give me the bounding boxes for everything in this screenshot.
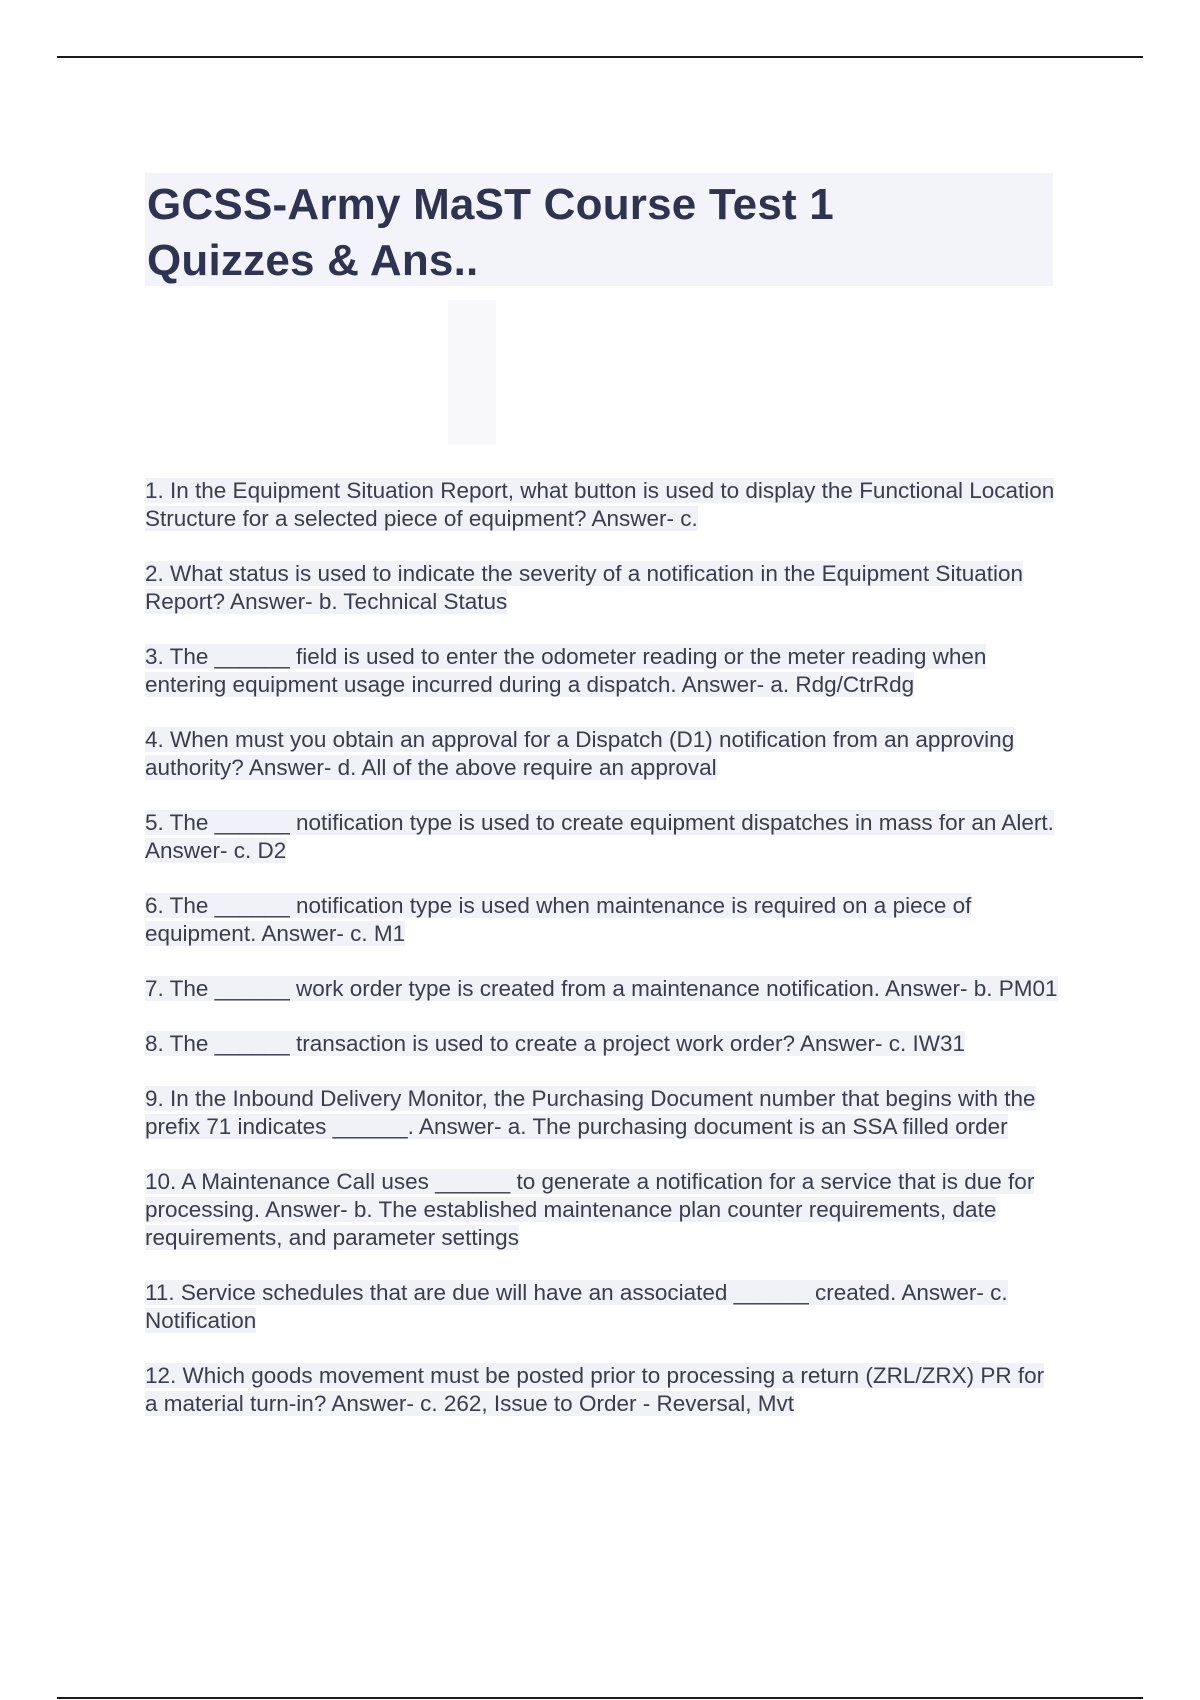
question-item: [145, 1362, 1060, 1418]
question-item: [145, 1030, 1060, 1058]
question-item: [145, 643, 1060, 699]
question-text: 9. In the Inbound Delivery Monitor, the Purchasing Document number that begins with the prefix 71 indicates ______. Answer- a. The purchasing document is an SSA filled order: [145, 1086, 1036, 1139]
image-placeholder: [448, 300, 496, 445]
question-item: [145, 477, 1060, 533]
question-item: [145, 560, 1060, 616]
header-rule: [57, 56, 1143, 58]
question-item: [145, 1279, 1060, 1335]
question-text: 1. In the Equipment Situation Report, what button is used to display the Functional Location Structure for a selected piece of equipment? Answer- c.: [145, 478, 1055, 531]
question-item: [145, 975, 1060, 1003]
title-banner: [145, 173, 1053, 286]
question-text: 2. What status is used to indicate the severity of a notification in the Equipment Situation Report? Answer- b. Technical Status: [145, 561, 1023, 614]
question-item: [145, 1168, 1060, 1252]
question-text: 3. The ______ field is used to enter the odometer reading or the meter reading when entering equipment usage incurred during a dispatch. Answer- a. Rdg/CtrRdg: [145, 644, 987, 697]
question-item: [145, 1085, 1060, 1141]
question-text: 7. The ______ work order type is created from a maintenance notification. Answer- b. PM01: [145, 976, 1058, 1001]
question-text: 5. The ______ notification type is used to create equipment dispatches in mass for an Alert. Answer- c. D2: [145, 810, 1054, 863]
page-title: [147, 177, 1053, 289]
question-text: 4. When must you obtain an approval for a Dispatch (D1) notification from an approving authority? Answer- d. All of the above require an approval: [145, 727, 1015, 780]
question-text: 6. The ______ notification type is used when maintenance is required on a piece of equipment. Answer- c. M1: [145, 893, 972, 946]
question-text: 10. A Maintenance Call uses ______ to generate a notification for a service that is due for processing. Answer- b. The established maintenance plan counter requirements, date requirements, and parameter settings: [145, 1169, 1035, 1250]
page-title-line-1: GCSS-Army MaST Course Test 1: [147, 180, 834, 229]
question-item: [145, 809, 1060, 865]
question-text: 11. Service schedules that are due will have an associated ______ created. Answer- c. Notification: [145, 1280, 1008, 1333]
footer-rule: [57, 1697, 1143, 1699]
question-text: 8. The ______ transaction is used to create a project work order? Answer- c. IW31: [145, 1031, 966, 1056]
question-text: 12. Which goods movement must be posted prior to processing a return (ZRL/ZRX) PR for a material turn-in? Answer- c. 262, Issue to Order - Reversal, Mvt: [145, 1363, 1045, 1416]
question-list: [145, 477, 1060, 1445]
page-title-line-2: Quizzes & Ans..: [147, 236, 479, 285]
question-item: [145, 726, 1060, 782]
question-item: [145, 892, 1060, 948]
